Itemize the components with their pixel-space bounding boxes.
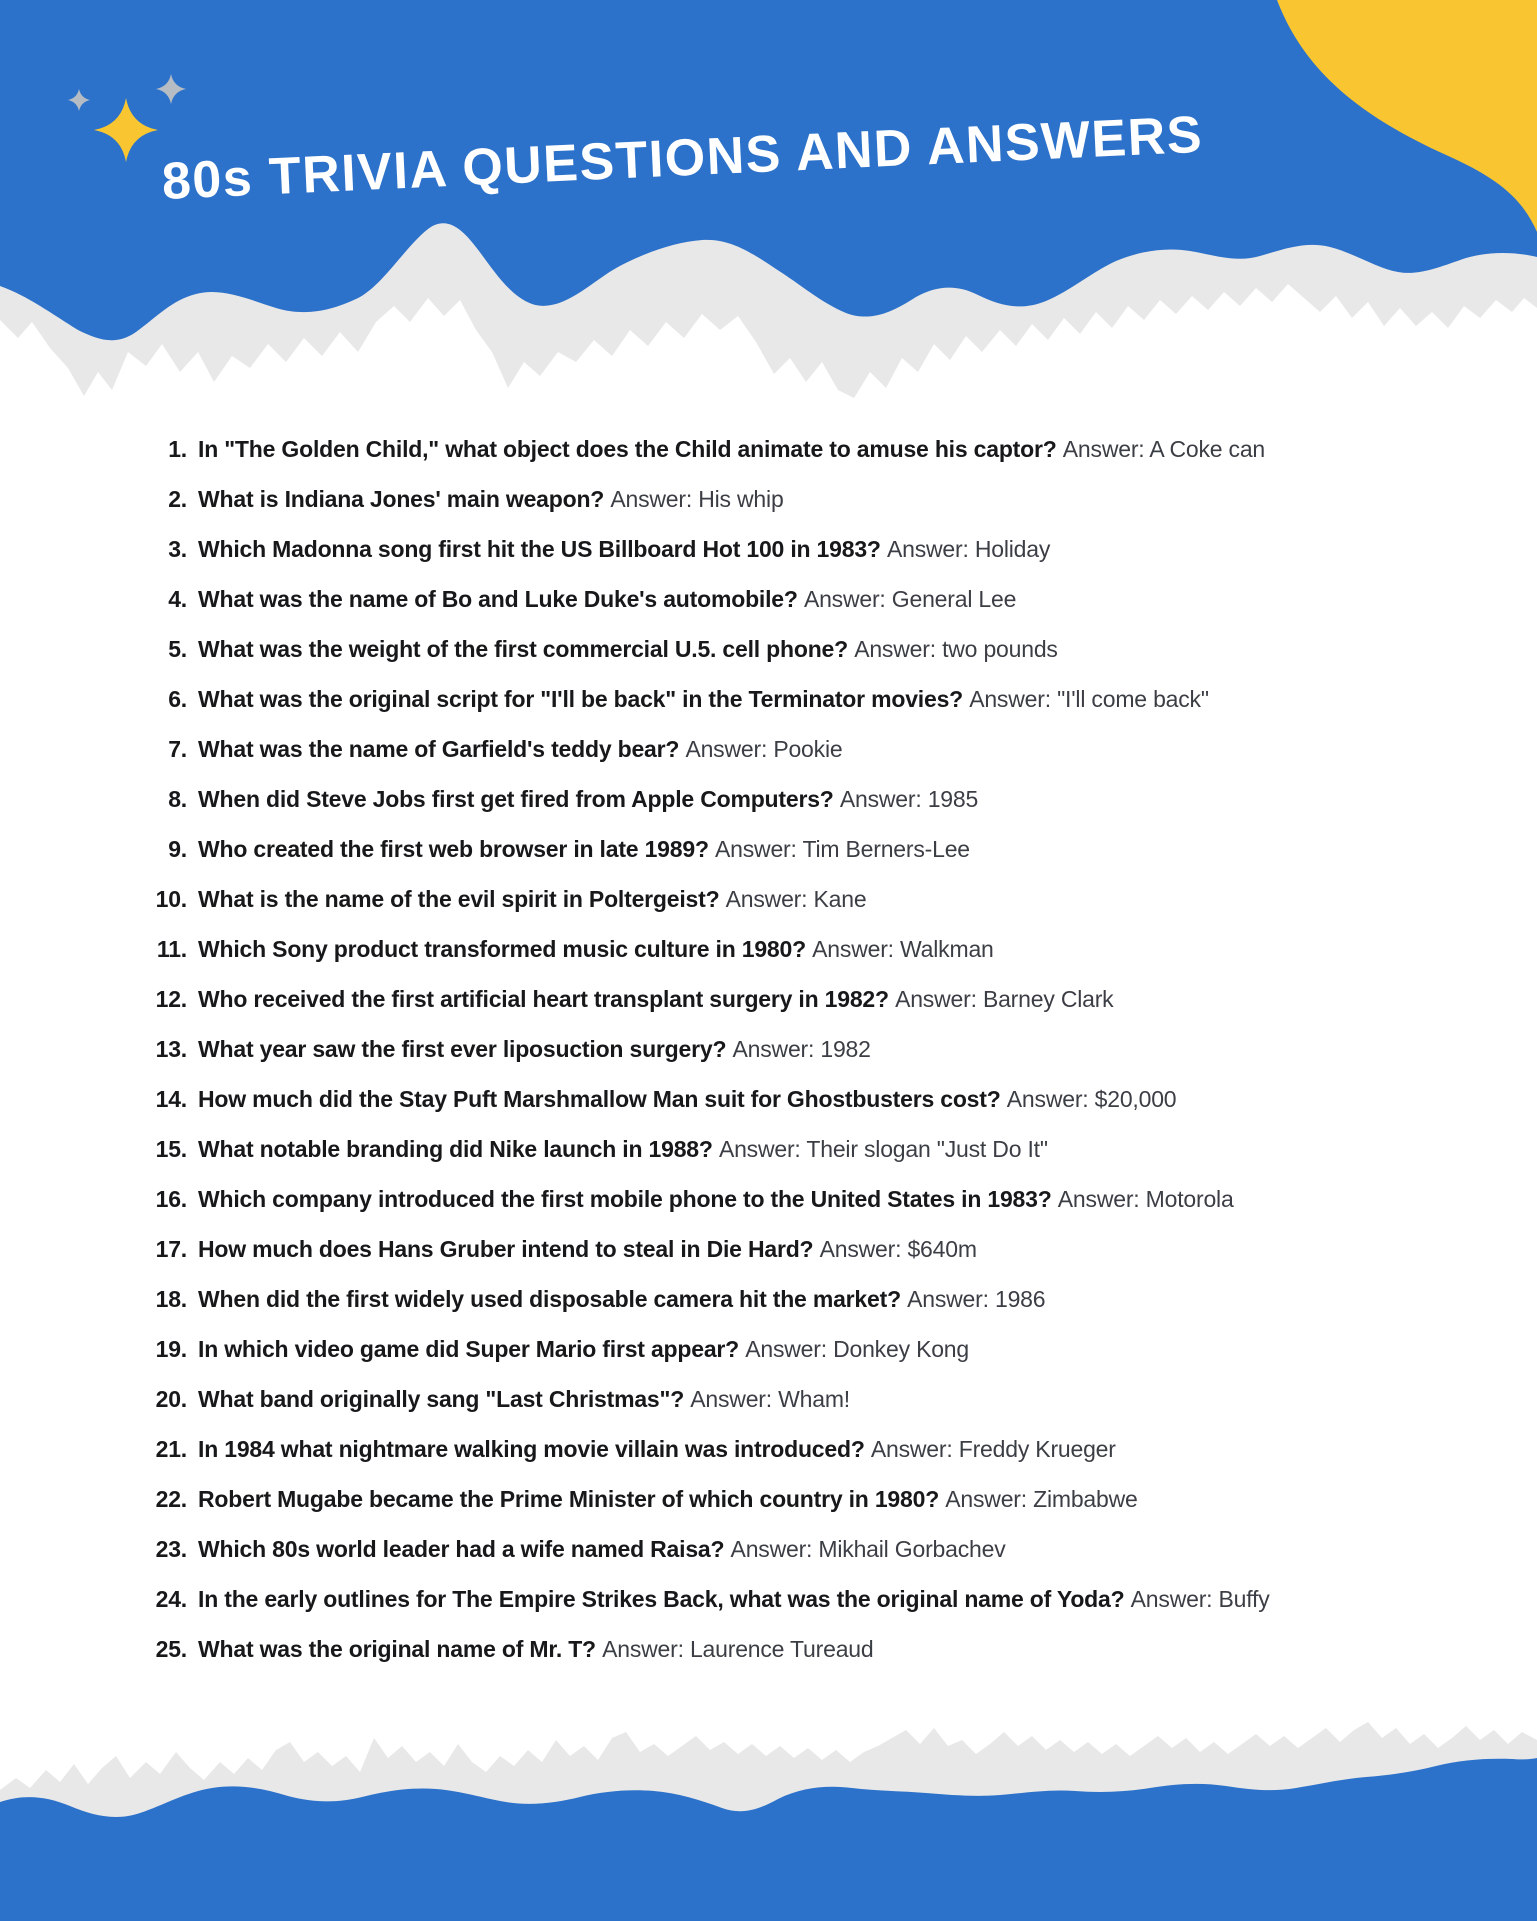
- question-body: [198, 674, 1209, 724]
- question-text: In "The Golden Child," what object does the Child animate to amuse his captor?: [198, 436, 1063, 462]
- question-text: When did Steve Jobs first get fired from Apple Computers?: [198, 786, 840, 812]
- question-number: 7.: [168, 736, 187, 762]
- answer-text: Answer: 1985: [839, 786, 979, 812]
- trivia-list-item: [0, 774, 1537, 824]
- question-number: 12.: [155, 986, 187, 1012]
- question-body: [198, 1074, 1176, 1124]
- question-number: 10.: [155, 886, 187, 912]
- question-number: 20.: [155, 1386, 187, 1412]
- question-body: [198, 1174, 1234, 1224]
- question-text: What was the name of Garfield's teddy bear?: [198, 736, 686, 762]
- trivia-list-item: [0, 1574, 1537, 1624]
- question-text: Which 80s world leader had a wife named Raisa?: [198, 1536, 731, 1562]
- trivia-list-item: [0, 1274, 1537, 1324]
- question-body: [198, 1324, 969, 1374]
- question-body: [198, 1024, 871, 1074]
- trivia-list-item: [0, 824, 1537, 874]
- question-body: [198, 1474, 1138, 1524]
- question-body: [198, 924, 994, 974]
- answer-text: Answer: A Coke can: [1062, 436, 1266, 462]
- answer-text: Answer: Wham!: [690, 1386, 850, 1412]
- question-number: 1.: [168, 436, 187, 462]
- answer-text: Answer: Buffy: [1130, 1586, 1270, 1612]
- question-number: 18.: [155, 1286, 187, 1312]
- answer-text: Answer: "I'll come back": [969, 686, 1209, 712]
- answer-text: Answer: Donkey Kong: [745, 1336, 969, 1362]
- trivia-list-item: [0, 524, 1537, 574]
- question-number: 8.: [168, 786, 187, 812]
- trivia-list-item: [0, 1174, 1537, 1224]
- question-body: [198, 1524, 1006, 1574]
- question-body: [198, 1574, 1270, 1624]
- answer-text: Answer: Walkman: [812, 936, 994, 962]
- question-body: [198, 974, 1114, 1024]
- answer-text: Answer: Zimbabwe: [945, 1486, 1138, 1512]
- question-body: [198, 474, 784, 524]
- answer-text: Answer: Their slogan "Just Do It": [718, 1136, 1048, 1162]
- question-text: In the early outlines for The Empire Strikes Back, what was the original name of Yoda?: [198, 1586, 1131, 1612]
- question-text: What is Indiana Jones' main weapon?: [198, 486, 611, 512]
- question-body: [198, 524, 1050, 574]
- question-text: Which Sony product transformed music culture in 1980?: [198, 936, 813, 962]
- question-text: What is the name of the evil spirit in Poltergeist?: [198, 886, 726, 912]
- question-text: When did the first widely used disposable camera hit the market?: [198, 1286, 908, 1312]
- question-text: Who created the first web browser in late 1989?: [198, 836, 715, 862]
- trivia-list-item: [0, 1024, 1537, 1074]
- question-text: What was the original name of Mr. T?: [198, 1636, 603, 1662]
- question-number: 3.: [168, 536, 187, 562]
- answer-text: Answer: Laurence Tureaud: [602, 1636, 874, 1662]
- answer-text: Answer: Barney Clark: [895, 986, 1114, 1012]
- trivia-list-item: [0, 1124, 1537, 1174]
- trivia-list-item: [0, 924, 1537, 974]
- question-body: [198, 624, 1058, 674]
- trivia-list-item: [0, 724, 1537, 774]
- question-number: 23.: [155, 1536, 187, 1562]
- question-number: 25.: [155, 1636, 187, 1662]
- answer-text: Answer: His whip: [610, 486, 784, 512]
- answer-text: Answer: Pookie: [685, 736, 843, 762]
- answer-text: Answer: $640m: [819, 1236, 977, 1262]
- page-title: 80s TRIVIA QUESTIONS AND ANSWERS: [160, 105, 1205, 211]
- trivia-list-item: [0, 1524, 1537, 1574]
- trivia-list-item: [0, 1424, 1537, 1474]
- answer-text: Answer: Holiday: [886, 536, 1051, 562]
- question-body: [198, 1224, 977, 1274]
- question-text: How much does Hans Gruber intend to steal in Die Hard?: [198, 1236, 820, 1262]
- trivia-list-item: [0, 1374, 1537, 1424]
- trivia-list-item: [0, 1474, 1537, 1524]
- question-body: [198, 1124, 1048, 1174]
- trivia-list-item: [0, 674, 1537, 724]
- trivia-list-item: [0, 474, 1537, 524]
- answer-text: Answer: 1982: [732, 1036, 871, 1062]
- answer-text: Answer: Motorola: [1057, 1186, 1234, 1212]
- question-number: 5.: [168, 636, 187, 662]
- question-body: [198, 1274, 1045, 1324]
- answer-text: Answer: two pounds: [854, 636, 1058, 662]
- question-number: 24.: [155, 1586, 187, 1612]
- question-text: Which company introduced the first mobile phone to the United States in 1983?: [198, 1186, 1058, 1212]
- footer-banner: [0, 1700, 1537, 1921]
- trivia-list-item: [0, 574, 1537, 624]
- question-number: 6.: [168, 686, 187, 712]
- question-body: [198, 774, 978, 824]
- question-text: What notable branding did Nike launch in 1988?: [198, 1136, 719, 1162]
- question-text: Which Madonna song first hit the US Billboard Hot 100 in 1983?: [198, 536, 887, 562]
- trivia-list-item: [0, 1624, 1537, 1674]
- question-number: 19.: [155, 1336, 187, 1362]
- header-banner: [0, 0, 1537, 420]
- content-area: [0, 424, 1537, 1674]
- question-number: 21.: [155, 1436, 187, 1462]
- trivia-list-item: [0, 974, 1537, 1024]
- question-number: 14.: [155, 1086, 187, 1112]
- question-body: [198, 824, 970, 874]
- answer-text: Answer: 1986: [907, 1286, 1046, 1312]
- question-text: How much did the Stay Puft Marshmallow Man suit for Ghostbusters cost?: [198, 1086, 1007, 1112]
- question-body: [198, 1624, 873, 1674]
- question-body: [198, 874, 866, 924]
- question-text: What was the original script for "I'll be back" in the Terminator movies?: [198, 686, 970, 712]
- question-number: 16.: [155, 1186, 187, 1212]
- header-banner-graphic: [0, 0, 1537, 420]
- question-text: In 1984 what nightmare walking movie villain was introduced?: [198, 1436, 871, 1462]
- footer-banner-graphic: [0, 1700, 1537, 1921]
- question-body: [198, 574, 1016, 624]
- question-number: 22.: [155, 1486, 187, 1512]
- trivia-list-item: [0, 874, 1537, 924]
- answer-text: Answer: $20,000: [1006, 1086, 1177, 1112]
- question-text: What was the weight of the first commercial U.5. cell phone?: [198, 636, 855, 662]
- trivia-list-item: [0, 424, 1537, 474]
- answer-text: Answer: Freddy Krueger: [870, 1436, 1116, 1462]
- question-text: Robert Mugabe became the Prime Minister of which country in 1980?: [198, 1486, 946, 1512]
- question-number: 13.: [155, 1036, 187, 1062]
- question-text: In which video game did Super Mario first appear?: [198, 1336, 746, 1362]
- question-number: 15.: [155, 1136, 187, 1162]
- question-body: [198, 1424, 1116, 1474]
- question-body: [198, 1374, 850, 1424]
- question-number: 17.: [155, 1236, 187, 1262]
- answer-text: Answer: Mikhail Gorbachev: [730, 1536, 1006, 1562]
- question-number: 9.: [168, 836, 187, 862]
- trivia-list: [0, 424, 1537, 1674]
- answer-text: Answer: General Lee: [803, 586, 1017, 612]
- question-number: 4.: [168, 586, 187, 612]
- trivia-list-item: [0, 1074, 1537, 1124]
- question-text: What year saw the first ever liposuction surgery?: [198, 1036, 733, 1062]
- trivia-list-item: [0, 1324, 1537, 1374]
- question-text: Who received the first artificial heart transplant surgery in 1982?: [198, 986, 896, 1012]
- question-number: 11.: [156, 936, 187, 962]
- answer-text: Answer: Kane: [725, 886, 867, 912]
- trivia-list-item: [0, 1224, 1537, 1274]
- question-number: 2.: [168, 486, 187, 512]
- question-body: [198, 724, 842, 774]
- question-text: What band originally sang "Last Christmas"?: [198, 1386, 691, 1412]
- question-body: [198, 424, 1265, 474]
- answer-text: Answer: Tim Berners-Lee: [715, 836, 970, 862]
- trivia-list-item: [0, 624, 1537, 674]
- question-text: What was the name of Bo and Luke Duke's automobile?: [198, 586, 804, 612]
